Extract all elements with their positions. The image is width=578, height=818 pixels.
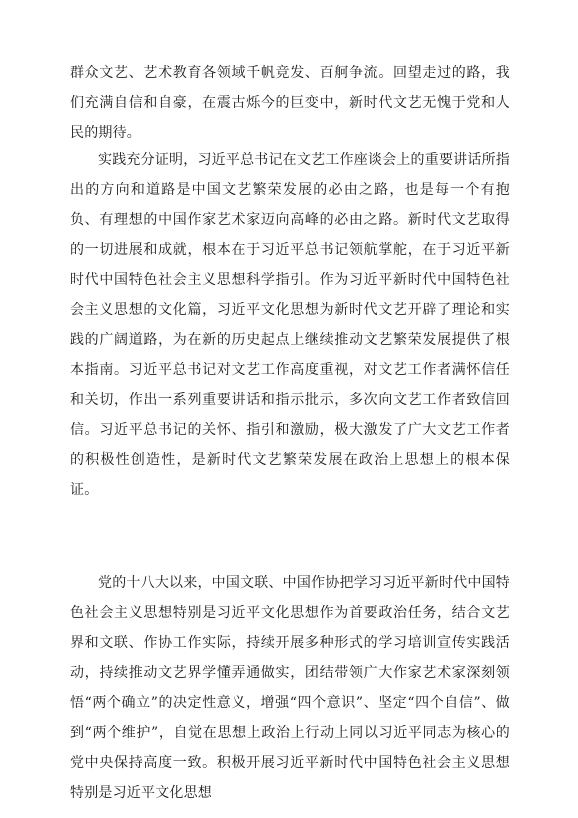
paragraph-1: 群众文艺、艺术教育各领域千帆竞发、百舸争流。回望走过的路，我们充满自信和自豪，在震古烁今的巨变中，新时代文艺无愧于党和人民的期待。: [70, 65, 510, 141]
paragraph-2: 实践充分证明，习近平总书记在文艺工作座谈会上的重要讲话所指出的方向和道路是中国文艺繁荣发展的必由之路，也是每一个有抱负、有理想的中国作家艺术家迈向高峰的必由之路。新时代文艺取得的一切进展和成就，根本在于习近平总书记领航掌舵，在于习近平新时代中国特色社会主义思想科学指引。作为习近平新时代中国特色社会主义思想的文化篇，习近平文化思想为新时代文艺开辟了理论和实践的广阔道路，为在新的历史起点上继续推动文艺繁荣发展提供了根本指南。习近平总书记对文艺工作高度重视，对文艺工作者满怀信任和关切，作出一系列重要讲话和指示批示，多次向文艺工作者致信回信。习近平总书记的关怀、指引和激励，极大激发了广大文艺工作者的积极性创造性，是新时代文艺繁荣发展在政治上思想上的根本保证。: [70, 152, 510, 498]
paragraph-3: 党的十八大以来，中国文联、中国作协把学习习近平新时代中国特色社会主义思想特别是习近平文化思想作为首要政治任务，结合文艺界和文联、作协工作实际，持续开展多种形式的学习培训宣传实践活动，持续推动文艺界学懂弄通做实，团结带领广大作家艺术家深刻领悟“两个确立”的决定性意义，增强“四个意识”、坚定“四个自信”、做到“两个维护”，自觉在思想上政治上行动上同以习近平同志为核心的党中央保持高度一致。积极开展习近平新时代中国特色社会主义思想特别是习近平文化思想: [70, 575, 510, 801]
